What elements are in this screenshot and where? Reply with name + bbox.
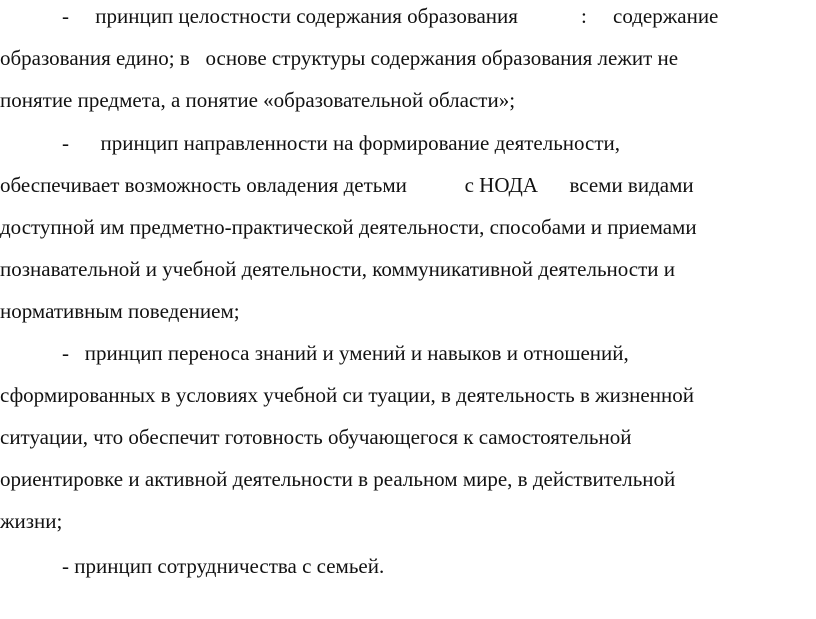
text-line-8: нормативным поведением;	[0, 299, 240, 323]
text-line-1: - принцип целостности содержания образования : содержание	[62, 4, 719, 28]
text-line-9: - принцип переноса знаний и умений и навыков и отношений,	[62, 341, 629, 365]
text-line-10: сформированных в условиях учебной си туации, в деятельность в жизненной	[0, 383, 694, 407]
text-line-14: - принцип сотрудничества с семьей.	[62, 554, 385, 578]
text-line-2: образования едино; в основе структуры содержания образования лежит не	[0, 46, 679, 70]
text-line-4: - принцип направленности на формирование деятельности,	[62, 131, 621, 155]
text-line-7: познавательной и учебной деятельности, коммуникативной деятельности и	[0, 257, 676, 281]
text-line-6: доступной им предметно-практической деятельности, способами и приемами	[0, 215, 697, 239]
text-line-13: жизни;	[0, 509, 63, 533]
text-line-3: понятие предмета, а понятие «образовательной области»;	[0, 88, 516, 112]
text-line-12: ориентировке и активной деятельности в реальном мире, в действительной	[0, 467, 676, 491]
text-line-5: обеспечивает возможность овладения детьми с НОДА всеми видами	[0, 173, 694, 197]
text-line-11: ситуации, что обеспечит готовность обучающегося к самостоятельной	[0, 425, 632, 449]
